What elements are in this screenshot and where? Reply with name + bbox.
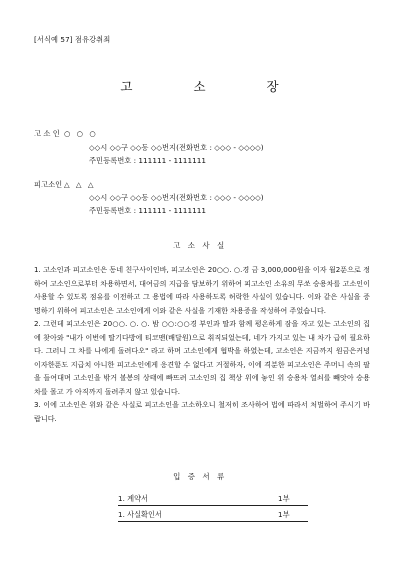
complainant-role: 고 소 인 bbox=[34, 129, 60, 138]
accused-name: △ △ △ bbox=[64, 180, 96, 189]
title-char-2: 소 bbox=[193, 79, 207, 94]
form-label: [서식예 57] 점유강취죄 bbox=[34, 35, 111, 44]
attachment-divider bbox=[118, 505, 308, 506]
attachment-qty: 1부 bbox=[278, 510, 290, 519]
fact-paragraph-1: 1. 고소인과 피고소인은 동네 친구사이인바, 피고소인은 20○○. ○.경 금 3,000,000원을 이자 월2푼으로 정하여 고소인으로부터 차용하면서, 대여금의 지급을 담보하기 위하여 피고소인 소유의 무쏘 승용차를 고소인이 사용할 수 있도록 점유를 이전하고 그 용법에 따라 사용하도록 허락한 사실이 있습니다. 이와 같은 사실을 증명하기 위하여 피고소인은 고소인에게 이와 같은 사실을 기재한 차용증을 작성하여 주었습니다. bbox=[34, 265, 370, 315]
attachment-divider bbox=[118, 521, 308, 522]
fact-paragraph-3: 3. 이에 고소인은 위와 같은 사실로 피고소인을 고소하오니 철저히 조사하여 법에 따라서 처벌하여 주시기 바랍니다. bbox=[34, 400, 370, 423]
attachment-name: 1. 사실확인서 bbox=[118, 510, 162, 519]
facts-body bbox=[34, 263, 370, 425]
accused-role: 피고소인 bbox=[34, 180, 63, 189]
title-char-3: 장 bbox=[266, 79, 280, 94]
attachment-name: 1. 계약서 bbox=[118, 494, 148, 503]
accused-address: ◇◇시 ◇◇구 ◇◇동 ◇◇번지(전화번호 : ◇◇◇ - ◇◇◇◇) bbox=[89, 193, 264, 202]
attachments-title: 입 증 서 류 bbox=[173, 472, 227, 481]
title-char-1: 고 bbox=[120, 79, 134, 94]
complainant-id-number: 주민등록번호 : 111111 - 1111111 bbox=[89, 156, 207, 165]
complainant-address: ◇◇시 ◇◇구 ◇◇동 ◇◇번지(전화번호 : ◇◇◇ - ◇◇◇◇) bbox=[89, 143, 264, 152]
accused-id-number: 주민등록번호 : 111111 - 1111111 bbox=[89, 206, 207, 215]
complainant-name: ○ ○ ○ bbox=[64, 129, 98, 138]
document-title bbox=[0, 77, 400, 95]
facts-title: 고 소 사 실 bbox=[173, 241, 227, 250]
attachment-qty: 1부 bbox=[278, 494, 290, 503]
attachment-item bbox=[118, 510, 290, 520]
fact-paragraph-2: 2. 그런데 피고소인은 20○○. ○. ○. 밤 ○○:○○경 부인과 딸과 함께 평온하게 잠을 자고 있는 고소인의 집에 찾아와 "내가 이번에 딸기다방에 티코맨(배달원)으로 취직되었는데, 네가 가지고 있는 내 차가 급히 필요하다. 그러니 그 차를 나에게 돌려다오" 라고 하며 고소인에게 협박을 하였는데, 고소인은 지금까지 원금은커녕 이자한푼도 지급치 아니한 피고소인에게 응견할 수 없다고 거절하자, 이에 격분한 피고소인은 주머니 속의 팔을 들여대며 고소인을 밖거 볼봉의 상태에 빠뜨려 고소인의 집 책상 위에 놓인 위 승용차 열쇠를 빼앗아 승용차를 몰고 가 아직까지 돌려주지 않고 있습니다. bbox=[34, 319, 370, 396]
attachment-item bbox=[118, 494, 290, 504]
